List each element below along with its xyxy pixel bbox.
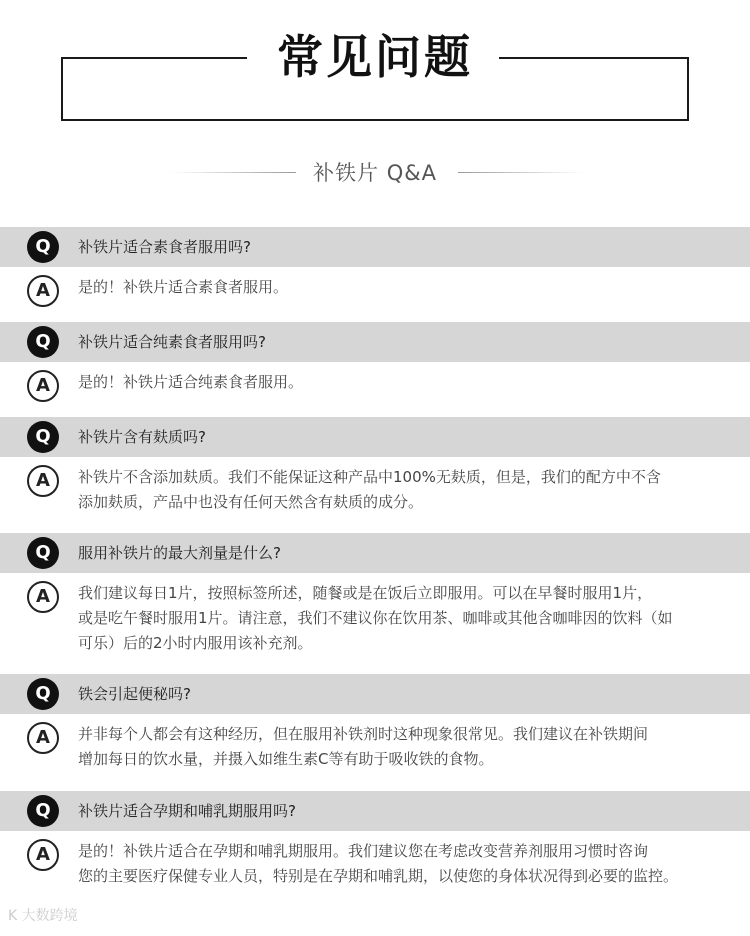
question-badge-icon: Q <box>27 678 59 710</box>
faq-question-text: 补铁片含有麸质吗? <box>78 428 206 446</box>
faq-question-row <box>0 322 750 362</box>
faq-question-row <box>0 227 750 267</box>
question-badge-icon: Q <box>27 537 59 569</box>
answer-badge-icon: A <box>27 722 59 754</box>
faq-question-row <box>0 533 750 573</box>
answer-badge-icon: A <box>27 370 59 402</box>
faq-answer-text: 是的！补铁片适合纯素食者服用。 <box>78 373 304 391</box>
faq-question-text: 服用补铁片的最大剂量是什么? <box>78 544 281 562</box>
answer-badge-icon: A <box>27 465 59 497</box>
faq-answer-block <box>0 714 750 790</box>
question-badge-icon: Q <box>27 326 59 358</box>
faq-answer-block <box>0 457 750 533</box>
faq-answer-block <box>0 573 750 673</box>
faq-question-text: 补铁片适合纯素食者服用吗? <box>78 333 266 351</box>
subtitle-rule-right <box>458 172 584 173</box>
question-badge-icon: Q <box>27 421 59 453</box>
faq-answer-text: 是的！补铁片适合素食者服用。 <box>78 278 289 296</box>
question-badge-icon: Q <box>27 795 59 827</box>
answer-badge-icon: A <box>27 275 59 307</box>
faq-answer-block <box>0 267 750 321</box>
question-badge-icon: Q <box>27 231 59 263</box>
faq-answer-text: 是的！补铁片适合在孕期和哺乳期服用。我们建议您在考虑改变营养剂服用习惯时咨询 您的主要医疗保健专业人员，特别是在孕期和哺乳期，以使您的身体状况得到必要的监控。 <box>78 842 679 885</box>
faq-answer-text: 我们建议每日1片，按照标签所述，随餐或是在饭后立即服用。可以在早餐时服用1片， 或是吃午餐时服用1片。请注意，我们不建议你在饮用茶、咖啡或其他含咖啡因的饮料（如 可乐）后的2小时内服用该补充剂。 <box>78 584 673 652</box>
faq-answer-text: 补铁片不含添加麸质。我们不能保证这种产品中100%无麸质，但是，我们的配方中不含 添加麸质，产品中也没有任何天然含有麸质的成分。 <box>78 468 661 511</box>
faq-answer-text: 并非每个人都会有这种经历，但在服用补铁剂时这种现象很常见。我们建议在补铁期间 增加每日的饮水量，并摄入如维生素C等有助于吸收铁的食物。 <box>78 725 649 768</box>
page-title: 常见问题 <box>277 30 473 84</box>
watermark: K 大数跨境 <box>8 908 78 924</box>
answer-badge-icon: A <box>27 581 59 613</box>
faq-question-text: 补铁片适合孕期和哺乳期服用吗? <box>78 802 296 820</box>
faq-question-row <box>0 791 750 831</box>
faq-question-row <box>0 674 750 714</box>
faq-answer-block <box>0 831 750 907</box>
faq-question-row <box>0 417 750 457</box>
faq-question-text: 铁会引起便秘吗? <box>78 685 191 703</box>
subtitle: 补铁片 Q&A <box>313 161 437 185</box>
answer-badge-icon: A <box>27 839 59 871</box>
faq-question-text: 补铁片适合素食者服用吗? <box>78 238 251 256</box>
faq-answer-block <box>0 362 750 416</box>
